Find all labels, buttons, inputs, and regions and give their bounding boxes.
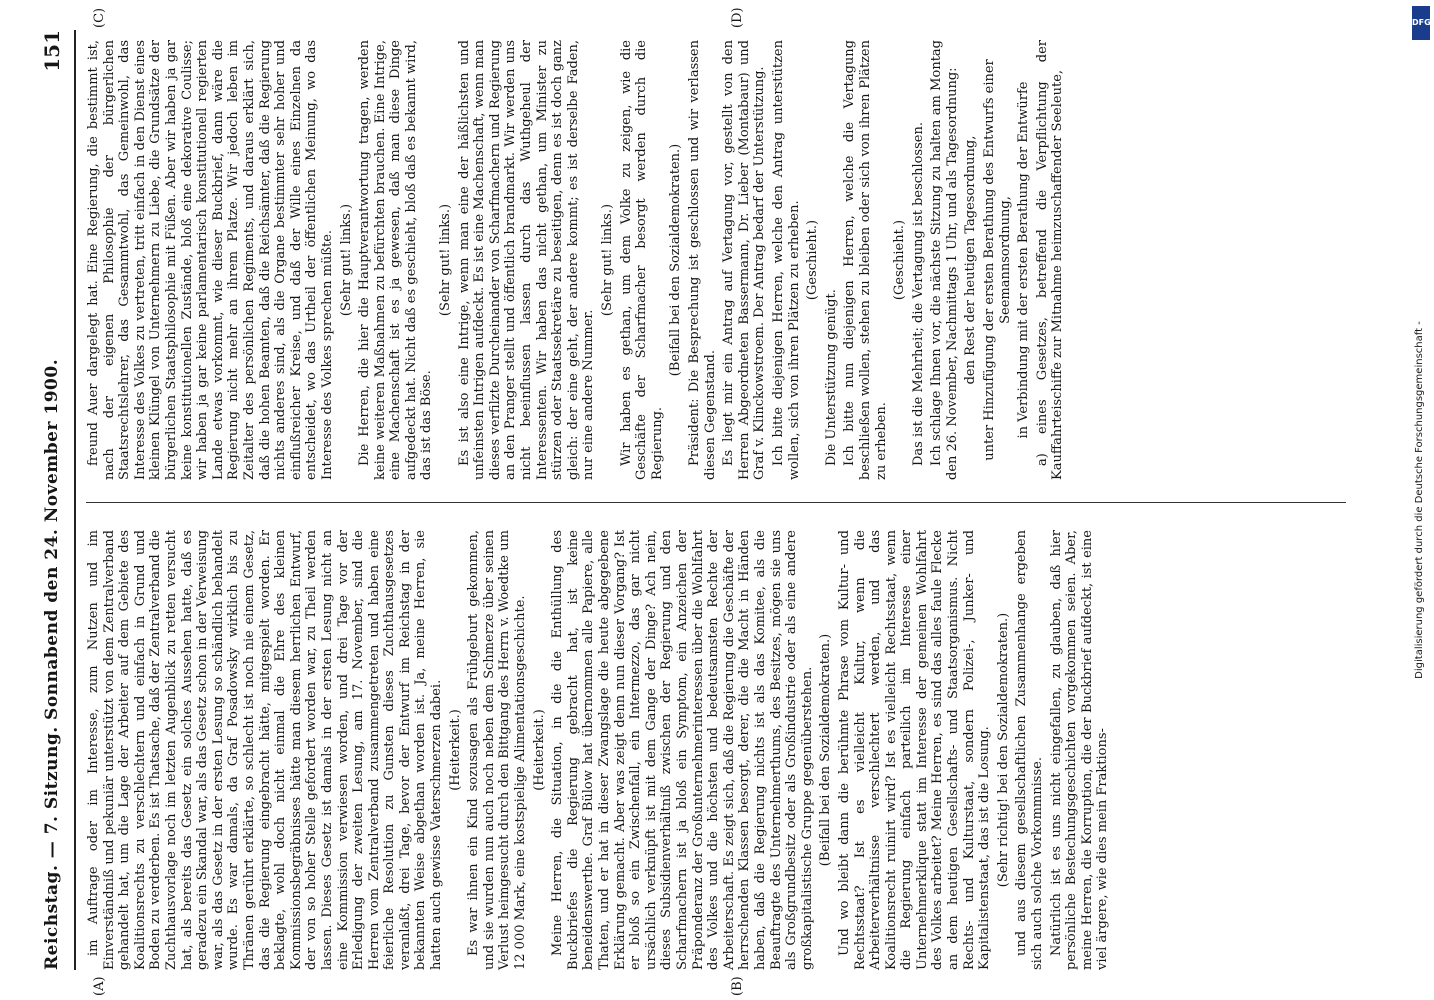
paragraph: Wir haben es gethan, um dem Volke zu zeigen, wie die Geschäfte der Scharfmacher besorgt werden durch die Regierung. bbox=[618, 40, 665, 480]
interjection: (Heiterkeit.) bbox=[447, 709, 463, 791]
right-column bbox=[86, 40, 1069, 480]
margin-marker-c: (C) bbox=[92, 7, 107, 28]
paragraph: Es liegt mir ein Antrag auf Vertagung vor, gestellt von den Herren Abgeordneten Bassermann, Dr. Lieber (Montabaur) und Graf v. Klinckowstroem. Der Antrag bedarf der Unterstützung. bbox=[721, 40, 768, 480]
paragraph: Ich schlage Ihnen vor, die nächste Sitzung zu halten am Montag den 26. November, Nachmittags 1 Uhr, und als Tagesordnung: bbox=[929, 40, 960, 480]
interjection: (Beifall bei den Sozialdemokraten.) bbox=[818, 633, 834, 867]
paragraph: Natürlich ist es uns nicht eingefallen, zu glauben, daß hier persönliche Bestechungsgeschichten vorgekommen seien. Aber, meine Herren, die Korruption, die der Buckbrief aufdeckt, ist eine viel ärgere, wie dies mein Fraktions- bbox=[1048, 530, 1111, 970]
paragraph: im Auftrage oder im Interesse, zum Nutzen und im Einverständniß und pekuniär unterstützt von dem Zentralverband gehandelt hat, um die Lage der Arbeiter auf dem Gebiete des Koalitionsrechts zu verschlechtern und einfach in Grund und Boden zu verderben. Es ist Thatsache, daß der Zentralverband die Zuchthausvorlage noch im letzten Augenblick zu retten versucht hat, als bereits das Gesetz ein solches Aussehen hatte, daß es geradezu ein Skandal war, als das Gesetz schon in der Verweisung war, als das Gesetz in der ersten Lesung so schändlich behandelt wurde. Es war damals, da Graf Posadowsky wirklich bis zu Thränen gerührt erklärte, so schlecht ist noch nie einem Gesetz, das die Regierung eingebracht hätte, mitgespielt worden. Er beklagte, wohl doch nicht einmal die Ehre des kleinen Kommissionsbegräbnisses hätte man diesem herrlichen Entwurf, der von so hoher Stelle gefordert worden war, zu Theil werden lassen. Dieses Gesetz ist damals in der ersten Lesung nicht an eine Kommission verwiesen worden, und drei Tage vor der Erledigung der zweiten Lesung, am 17. November, sind die Herren vom Zentralverband zusammengetreten und haben eine feierliche Resolution zu Gunsten dieses Zuchthausgesetzes veranlaßt, drei Tage, bevor der Entwurf im Reichstag in der bekannten Weise abgethan worden ist. Ja, meine Herren, sie hatten auch gewisse Vaterschmerzen dabei. bbox=[86, 530, 445, 970]
paragraph: Ich bitte diejenigen Herren, welche den Antrag unterstützen wollen, sich von ihren Plätzen zu erheben. bbox=[770, 40, 802, 480]
interjection: (Sehr richtig! bei den Sozialdemokraten.) bbox=[995, 612, 1011, 888]
paragraph: Ich bitte nun diejenigen Herren, welche die Vertagung beschließen wollen, stehen zu bleiben oder sich von ihren Plätzen zu erheben. bbox=[842, 40, 889, 480]
paragraph: Es ist also eine Intrige, wenn man eine der häßlichsten und unfeinsten Intrigen aufdeckt. Es ist eine Machenschaft, wenn man dieses verfilzte Durcheinander von Scharfmachern und Regierung an den Pranger stellt und öffentlich brandmarkt. Wir werden uns nicht beeinflussen lassen durch das Wuthgeheul der Interessenten. Wir haben das nicht gethan, um Minister zu stürzen oder Staatssekretäre zu beseitigen, denn es ist doch ganz gleich: der eine geht, der andere kommt; es ist derselbe Faden, nur eine andere Nummer. bbox=[456, 40, 597, 480]
agenda-item: in Verbindung mit der ersten Berathung der Entwürfe bbox=[1016, 81, 1032, 439]
paragraph: freund Auer dargelegt hat. Eine Regierung, die bestimmt ist, nach der eigenen Philosophie der bürgerlichen Staatsrechtslehrer, das Gesammtwohl, das Gemeinwohl, das Interesse des Volkes zu vertreten, tritt einfach in den Dienst eines kleinen Klüngel von Unternehmern zu Liebe, die Grundsätze der bürgerlichen Staatsphilosophie mit Füßen. Aber wir haben ja gar keine konstitutionellen Zustände, bloß eine dekorative Coulisse; wir haben ja gar keine parlamentarisch konstitutionell regierten Lande etwas vorkommt, wie dieser Buckbrief, dann wäre die Regierung nicht mehr an ihrem Platze. Wir jedoch leben im Zeitalter des persönlichen Regiments, und daraus erklärt sich, daß die hohen Beamten, daß die Reichsämter, daß die Regierung nichts anderes sind, als die Organe bestimmter sehr hoher und einflußreicher Kreise, und daß der Wille eines Einzelnen da entscheidet, wo das Urtheil der öffentlichen Meinung, wo das Interesse des Volkes sprechen müßte. bbox=[86, 40, 335, 480]
margin-marker-b: (B) bbox=[730, 976, 745, 996]
interjection: (Sehr gut! links.) bbox=[600, 203, 615, 317]
agenda-item: a) eines Gesetzes, betreffend die Verpflichtung der Kauffahrteischiffe zur Mitnahme heimzuschaffender Seeleute, bbox=[1034, 40, 1066, 480]
paragraph: Das ist die Mehrheit; die Vertagung ist beschlossen. bbox=[910, 122, 926, 466]
agenda-item: den Rest der heutigen Tagesordnung, bbox=[963, 135, 979, 385]
margin-marker-a: (A) bbox=[92, 976, 107, 996]
dfg-logo: DFG bbox=[1412, 6, 1430, 40]
interjection: (Sehr gut! links.) bbox=[438, 203, 454, 317]
interjection: (Geschieht.) bbox=[892, 219, 908, 301]
interjection: (Geschieht.) bbox=[805, 219, 821, 301]
paragraph: Präsident: Die Besprechung ist geschlossen und wir verlassen diesen Gegenstand. bbox=[686, 40, 718, 480]
paragraph: Die Herren, die hier die Hauptverantwortung tragen, werden keine weiteren Maßnahmen zu befürchten brauchen. Eine Intrige, eine Machenschaft ist es ja gewesen, daß man diese Dinge aufgedeckt hat. Nicht daß es geschieht, bloß daß es bekannt wird, das ist das Böse. bbox=[357, 40, 435, 480]
digitization-note: Digitalisierung gefördert durch die Deutsche Forschungsgemeinschaft - bbox=[1414, 321, 1425, 679]
interjection: (Heiterkeit.) bbox=[531, 709, 547, 791]
paragraph: Die Unterstützung genügt. bbox=[823, 289, 839, 466]
column-divider bbox=[86, 502, 1346, 503]
page-number: 151 bbox=[40, 30, 64, 72]
margin-marker-d: (D) bbox=[730, 7, 745, 28]
page-header bbox=[38, 30, 76, 970]
running-title: Reichstag. — 7. Sitzung. Sonnabend den 24. November 1900. bbox=[42, 358, 62, 970]
interjection: (Sehr gut! links.) bbox=[338, 203, 354, 317]
paragraph: Meine Herren, die Situation, in die die Enthüllung des Buckbriefes die Regierung gebracht hat, ist keine beneidenswerthe. Graf Bülow hat übernommen alle Papiere, alle Thaten, und er hat in dieser Zwangslage die heute abgegebene Erklärung gemacht. Aber was zeigt denn nun dieser Vorgang? Ist er bloß so ein Zwischenfall, ein Intermezzo, das gar nicht ursächlich verknüpft ist mit dem Gange der Dinge? Ach nein, dieses Subsidienverhältniß zwischen der Regierung und den Scharfmachern ist ja bloß ein Symptom, ein Anzeichen der Präponderanz der Großunternehmerinteressen über die Wohlfahrt des Volkes und die höchsten und bedeutsamsten Rechte der Arbeiterschaft. Es zeigt sich, daß die Regierung die Geschäfte der herrschenden Klassen besorgt, derer, die die Macht in Händen haben, daß die Regierung nichts ist als das Komitee, als die Beauftragte des Unternehmerthums, des Besitzes, mögen sie uns als Großgrundbesitz oder als Großindustrie oder als eine andere großkapitalistische Gruppe gegenüberstehen. bbox=[550, 530, 815, 970]
paragraph: und aus diesem gesellschaftlichen Zusammenhange ergeben sich auch solche Vorkommnisse. bbox=[1014, 530, 1046, 970]
interjection: (Beifall bei den Sozialdemokraten.) bbox=[668, 143, 684, 377]
paragraph: Es war ihnen ein Kind sozusagen als Frühgeburt gekommen, und sie wurden nun auch noch neben dem Schmerze über seinen Verlust heimgesucht durch den Bittgang des Herrn v. Woedtke um 12 000 Mark, eine kostspielige Alimentationsgeschichte. bbox=[466, 530, 529, 970]
agenda-item: unter Hinzufügung der ersten Berathung des Entwurfs einer Seemannsordnung, bbox=[982, 59, 1013, 461]
digitization-sidebar bbox=[1412, 12, 1428, 988]
paragraph: Und wo bleibt dann die berühmte Phrase vom Kultur- und Rechtsstaat? Ist es vielleicht Kultur, wenn die Arbeiterverhältnisse verschlechtert werden, und das Koalitionsrecht ruinirt wird? Ist es vielleicht Rechtsstaat, wenn die Regierung einfach parteilich im Interesse einer Unternehmerklique statt im Interesse der gemeinen Wohlfahrt des Volkes arbeitet? Meine Herren, es sind das alles faule Flecke an dem heutigen Gesellschafts- und Staatsorganismus. Nicht Rechts- und Kulturstaat, sondern Polizei-, Junker- und Kapitalistenstaat, das ist die Losung. bbox=[836, 530, 993, 970]
left-column bbox=[86, 530, 1114, 970]
